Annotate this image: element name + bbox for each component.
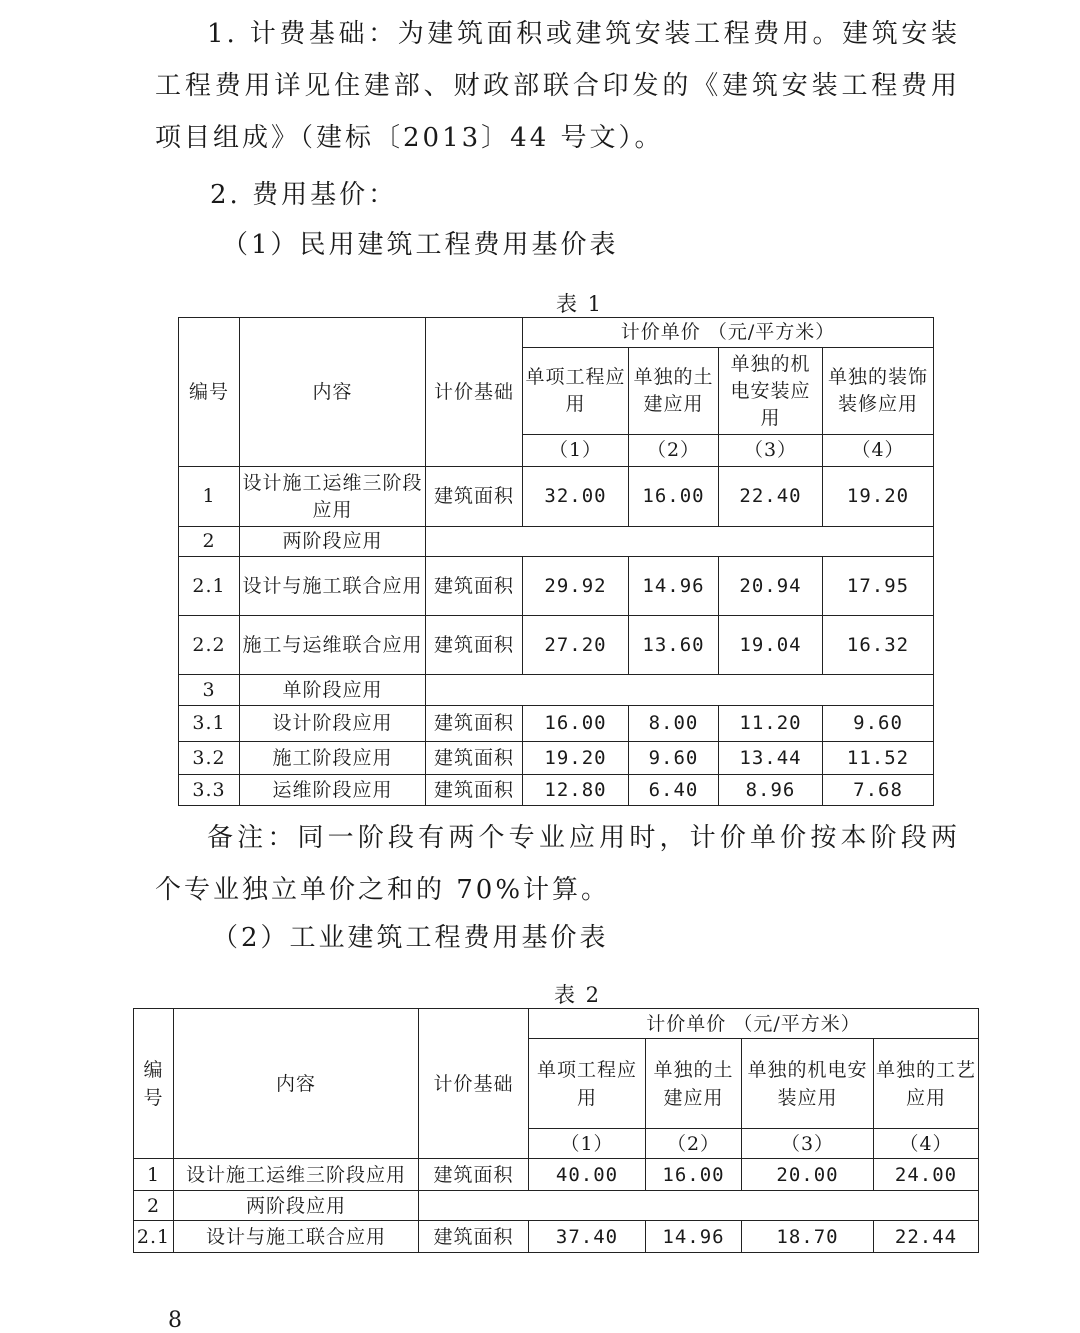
table-row: [134, 1221, 979, 1253]
table-row: [179, 557, 934, 616]
row-value: 8.00: [629, 706, 719, 742]
row-value: 13.44: [719, 742, 823, 775]
row-value: 8.96: [719, 775, 823, 806]
table-row: [134, 1191, 979, 1221]
table1-header-basis: 计价基础: [426, 318, 523, 467]
row-value: 6.40: [629, 775, 719, 806]
row-id: 2.1: [179, 557, 240, 616]
row-id: 3: [179, 675, 240, 706]
row-content: 施工与运维联合应用: [240, 616, 426, 675]
row-content: 两阶段应用: [240, 527, 426, 557]
page-number: 8: [168, 1308, 182, 1333]
table1-caption: 表 1: [556, 292, 604, 316]
row-id: 2.2: [179, 616, 240, 675]
row-id: 3.3: [179, 775, 240, 806]
row-id: 2: [134, 1191, 174, 1221]
row-basis: 建筑面积: [426, 775, 523, 806]
table-row: [179, 675, 934, 706]
table1-header-col: 单独的土建应用: [629, 348, 719, 435]
row-value: 14.96: [646, 1221, 742, 1253]
table2: [133, 1008, 979, 1253]
table1: [178, 317, 934, 806]
row-id: 1: [179, 467, 240, 527]
row-content: 设计施工运维三阶段应用: [174, 1159, 419, 1191]
table-row: [179, 775, 934, 806]
table1-header-id: 编号: [179, 318, 240, 467]
table2-header-unit-price: 计价单价 （元/平方米）: [529, 1009, 979, 1039]
row-value: 16.32: [823, 616, 934, 675]
row-content: 单阶段应用: [240, 675, 426, 706]
row-value: 7.68: [823, 775, 934, 806]
row-value: 9.60: [823, 706, 934, 742]
row-value: 22.44: [874, 1221, 979, 1253]
table-row: [134, 1159, 979, 1191]
row-content: 设计与施工联合应用: [174, 1221, 419, 1253]
table2-header-basis: 计价基础: [419, 1009, 529, 1159]
row-value: 29.92: [523, 557, 629, 616]
row-value: 13.60: [629, 616, 719, 675]
row-content: 两阶段应用: [174, 1191, 419, 1221]
row-value: 16.00: [629, 467, 719, 527]
row-content: 设计施工运维三阶段应用: [240, 467, 426, 527]
row-empty: [426, 675, 934, 706]
table1-header-col: 单独的装饰装修应用: [823, 348, 934, 435]
table-row: [179, 527, 934, 557]
row-basis: 建筑面积: [426, 557, 523, 616]
row-basis: 建筑面积: [419, 1159, 529, 1191]
table1-header-content: 内容: [240, 318, 426, 467]
row-content: 施工阶段应用: [240, 742, 426, 775]
paragraph-fee-basis: 1. 计费基础：为建筑面积或建筑安装工程费用。建筑安装工程费用详见住建部、财政部联合印发的《建筑安装工程费用项目组成》（建标〔2013〕44 号文）。: [155, 19, 960, 153]
row-value: 24.00: [874, 1159, 979, 1191]
row-value: 18.70: [742, 1221, 874, 1253]
row-value: 20.00: [742, 1159, 874, 1191]
row-value: 27.20: [523, 616, 629, 675]
table2-header-col: 单项工程应用: [529, 1039, 646, 1129]
row-value: 16.00: [646, 1159, 742, 1191]
row-value: 9.60: [629, 742, 719, 775]
table-row: [179, 616, 934, 675]
row-value: 11.20: [719, 706, 823, 742]
table1-header-col: 单项工程应用: [523, 348, 629, 435]
row-basis: 建筑面积: [426, 706, 523, 742]
table2-header-colnum: （1）: [529, 1129, 646, 1159]
row-value: 19.20: [523, 742, 629, 775]
table1-note: 备注：同一阶段有两个专业应用时，计价单价按本阶段两个专业独立单价之和的 70%计算。: [155, 823, 960, 905]
table1-header-colnum: （4）: [823, 435, 934, 467]
table1-header-colnum: （1）: [523, 435, 629, 467]
row-value: 17.95: [823, 557, 934, 616]
row-value: 20.94: [719, 557, 823, 616]
table-row: [179, 467, 934, 527]
row-value: 19.20: [823, 467, 934, 527]
row-value: 22.40: [719, 467, 823, 527]
row-basis: 建筑面积: [419, 1221, 529, 1253]
table-row: [179, 742, 934, 775]
table1-header-col: 单独的机电安装应用: [719, 348, 823, 435]
row-id: 3.2: [179, 742, 240, 775]
paragraph-base-price: 2. 费用基价：: [210, 180, 398, 210]
row-value: 14.96: [629, 557, 719, 616]
table1-header-colnum: （2）: [629, 435, 719, 467]
row-id: 2.1: [134, 1221, 174, 1253]
table2-header-col: 单独的机电安装应用: [742, 1039, 874, 1129]
row-content: 运维阶段应用: [240, 775, 426, 806]
row-value: 11.52: [823, 742, 934, 775]
row-empty: [419, 1191, 979, 1221]
table2-header-colnum: （4）: [874, 1129, 979, 1159]
table-row: [179, 706, 934, 742]
row-value: 19.04: [719, 616, 823, 675]
table1-header-unit-price: 计价单价 （元/平方米）: [523, 318, 934, 348]
row-basis: 建筑面积: [426, 616, 523, 675]
table2-header-colnum: （3）: [742, 1129, 874, 1159]
table2-header-colnum: （2）: [646, 1129, 742, 1159]
table2-header-col: 单独的土建应用: [646, 1039, 742, 1129]
table2-header-col: 单独的工艺应用: [874, 1039, 979, 1129]
row-id: 2: [179, 527, 240, 557]
row-value: 12.80: [523, 775, 629, 806]
table2-caption: 表 2: [554, 983, 602, 1007]
row-id: 3.1: [179, 706, 240, 742]
row-content: 设计与施工联合应用: [240, 557, 426, 616]
row-id: 1: [134, 1159, 174, 1191]
section-heading-industrial: （2）工业建筑工程费用基价表: [212, 923, 609, 953]
row-value: 32.00: [523, 467, 629, 527]
row-empty: [426, 527, 934, 557]
row-basis: 建筑面积: [426, 467, 523, 527]
table2-header-id: 编号: [134, 1009, 174, 1159]
row-value: 40.00: [529, 1159, 646, 1191]
table1-header-colnum: （3）: [719, 435, 823, 467]
row-content: 设计阶段应用: [240, 706, 426, 742]
row-basis: 建筑面积: [426, 742, 523, 775]
row-value: 16.00: [523, 706, 629, 742]
row-value: 37.40: [529, 1221, 646, 1253]
table2-header-content: 内容: [174, 1009, 419, 1159]
section-heading-civil: （1）民用建筑工程费用基价表: [222, 230, 619, 260]
